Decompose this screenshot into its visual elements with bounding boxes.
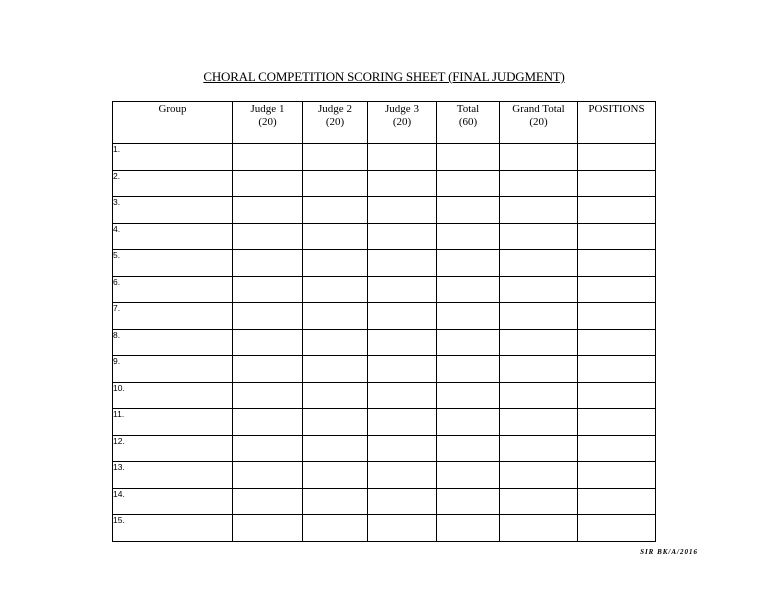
page-title: CHORAL COMPETITION SCORING SHEET (FINAL JUDGMENT) xyxy=(203,69,565,84)
group-cell[interactable]: 3. xyxy=(113,197,233,224)
judge-1-cell[interactable] xyxy=(233,488,303,515)
table-row xyxy=(113,462,656,489)
total-cell[interactable] xyxy=(437,356,500,383)
group-cell[interactable]: 1. xyxy=(113,144,233,171)
table-row xyxy=(113,170,656,197)
column-label: Judge 3 xyxy=(385,103,419,115)
position-cell[interactable] xyxy=(578,223,656,250)
judge-3-cell[interactable] xyxy=(368,170,437,197)
table-body xyxy=(113,144,656,542)
judge-2-cell[interactable] xyxy=(303,409,368,436)
grand-total-cell[interactable] xyxy=(500,303,578,330)
judge-2-cell[interactable] xyxy=(303,382,368,409)
position-cell[interactable] xyxy=(578,488,656,515)
total-cell[interactable] xyxy=(437,515,500,542)
judge-2-cell[interactable] xyxy=(303,250,368,277)
table-row xyxy=(113,329,656,356)
group-cell[interactable]: 8. xyxy=(113,329,233,356)
judge-1-cell[interactable] xyxy=(233,435,303,462)
judge-2-cell[interactable] xyxy=(303,462,368,489)
table-row xyxy=(113,223,656,250)
judge-1-cell[interactable] xyxy=(233,462,303,489)
position-cell[interactable] xyxy=(578,515,656,542)
table-row xyxy=(113,250,656,277)
position-cell[interactable] xyxy=(578,250,656,277)
total-cell[interactable] xyxy=(437,382,500,409)
judge-3-cell[interactable] xyxy=(368,144,437,171)
group-cell[interactable]: 5. xyxy=(113,250,233,277)
column-header-positions xyxy=(578,102,656,144)
table-row xyxy=(113,144,656,171)
judge-1-cell[interactable] xyxy=(233,223,303,250)
total-cell[interactable] xyxy=(437,303,500,330)
total-cell[interactable] xyxy=(437,435,500,462)
judge-1-cell[interactable] xyxy=(233,382,303,409)
group-cell[interactable]: 2. xyxy=(113,170,233,197)
judge-3-cell[interactable] xyxy=(368,223,437,250)
judge-2-cell[interactable] xyxy=(303,197,368,224)
column-max-score: (20) xyxy=(529,116,548,128)
total-cell[interactable] xyxy=(437,170,500,197)
judge-1-cell[interactable] xyxy=(233,303,303,330)
scoring-table xyxy=(112,101,656,542)
grand-total-cell[interactable] xyxy=(500,515,578,542)
grand-total-cell[interactable] xyxy=(500,409,578,436)
total-cell[interactable] xyxy=(437,409,500,436)
group-cell[interactable]: 10. xyxy=(113,382,233,409)
judge-1-cell[interactable] xyxy=(233,144,303,171)
position-cell[interactable] xyxy=(578,329,656,356)
group-cell[interactable]: 11. xyxy=(113,409,233,436)
judge-3-cell[interactable] xyxy=(368,197,437,224)
judge-3-cell[interactable] xyxy=(368,356,437,383)
grand-total-cell[interactable] xyxy=(500,435,578,462)
total-cell[interactable] xyxy=(437,250,500,277)
table-row xyxy=(113,382,656,409)
judge-1-cell[interactable] xyxy=(233,197,303,224)
total-cell[interactable] xyxy=(437,488,500,515)
judge-2-cell[interactable] xyxy=(303,356,368,383)
grand-total-cell[interactable] xyxy=(500,170,578,197)
judge-2-cell[interactable] xyxy=(303,435,368,462)
total-cell[interactable] xyxy=(437,329,500,356)
judge-3-cell[interactable] xyxy=(368,303,437,330)
grand-total-cell[interactable] xyxy=(500,197,578,224)
document-reference: SIR BK/A/2016 xyxy=(640,548,698,556)
table-row xyxy=(113,515,656,542)
judge-1-cell[interactable] xyxy=(233,250,303,277)
column-header-judge-3 xyxy=(368,102,437,144)
judge-1-cell[interactable] xyxy=(233,515,303,542)
column-max-score: (20) xyxy=(392,116,412,128)
grand-total-cell[interactable] xyxy=(500,382,578,409)
column-max-score: (20) xyxy=(325,116,345,128)
grand-total-cell[interactable] xyxy=(500,462,578,489)
judge-3-cell[interactable] xyxy=(368,462,437,489)
judge-3-cell[interactable] xyxy=(368,515,437,542)
column-max-score: (60) xyxy=(458,116,478,128)
group-cell[interactable]: 12. xyxy=(113,435,233,462)
judge-2-cell[interactable] xyxy=(303,144,368,171)
group-cell[interactable]: 6. xyxy=(113,276,233,303)
grand-total-cell[interactable] xyxy=(500,144,578,171)
position-cell[interactable] xyxy=(578,303,656,330)
total-cell[interactable] xyxy=(437,197,500,224)
table-row xyxy=(113,435,656,462)
group-cell[interactable]: 15. xyxy=(113,515,233,542)
grand-total-cell[interactable] xyxy=(500,356,578,383)
judge-2-cell[interactable] xyxy=(303,329,368,356)
total-cell[interactable] xyxy=(437,462,500,489)
judge-3-cell[interactable] xyxy=(368,276,437,303)
position-cell[interactable] xyxy=(578,462,656,489)
judge-3-cell[interactable] xyxy=(368,409,437,436)
judge-2-cell[interactable] xyxy=(303,488,368,515)
column-header-grand-total xyxy=(500,102,578,144)
group-cell[interactable]: 4. xyxy=(113,223,233,250)
judge-3-cell[interactable] xyxy=(368,329,437,356)
judge-2-cell[interactable] xyxy=(303,515,368,542)
judge-3-cell[interactable] xyxy=(368,488,437,515)
header-row xyxy=(113,102,656,144)
total-cell[interactable] xyxy=(437,144,500,171)
position-cell[interactable] xyxy=(578,435,656,462)
position-cell[interactable] xyxy=(578,409,656,436)
total-cell[interactable] xyxy=(437,276,500,303)
judge-2-cell[interactable] xyxy=(303,170,368,197)
judge-3-cell[interactable] xyxy=(368,250,437,277)
total-cell[interactable] xyxy=(437,223,500,250)
column-header-group xyxy=(113,102,233,144)
table-row xyxy=(113,356,656,383)
table-row xyxy=(113,197,656,224)
table-row xyxy=(113,276,656,303)
judge-1-cell[interactable] xyxy=(233,356,303,383)
group-cell[interactable]: 7. xyxy=(113,303,233,330)
judge-2-cell[interactable] xyxy=(303,223,368,250)
table-row xyxy=(113,488,656,515)
column-label: POSITIONS xyxy=(588,103,645,115)
table-row xyxy=(113,409,656,436)
judge-2-cell[interactable] xyxy=(303,276,368,303)
judge-1-cell[interactable] xyxy=(233,329,303,356)
column-label: Group xyxy=(158,103,187,115)
judge-2-cell[interactable] xyxy=(303,303,368,330)
grand-total-cell[interactable] xyxy=(500,329,578,356)
group-cell[interactable]: 9. xyxy=(113,356,233,383)
grand-total-cell[interactable] xyxy=(500,250,578,277)
position-cell[interactable] xyxy=(578,356,656,383)
column-label: Judge 1 xyxy=(250,103,285,115)
position-cell[interactable] xyxy=(578,170,656,197)
position-cell[interactable] xyxy=(578,197,656,224)
position-cell[interactable] xyxy=(578,144,656,171)
column-label: Judge 2 xyxy=(318,103,352,115)
group-cell[interactable]: 13. xyxy=(113,462,233,489)
judge-1-cell[interactable] xyxy=(233,170,303,197)
column-header-total xyxy=(437,102,500,144)
column-label: Total xyxy=(456,103,480,115)
grand-total-cell[interactable] xyxy=(500,223,578,250)
column-max-score: (20) xyxy=(258,116,277,128)
judge-1-cell[interactable] xyxy=(233,276,303,303)
position-cell[interactable] xyxy=(578,382,656,409)
judge-1-cell[interactable] xyxy=(233,409,303,436)
grand-total-cell[interactable] xyxy=(500,488,578,515)
grand-total-cell[interactable] xyxy=(500,276,578,303)
position-cell[interactable] xyxy=(578,276,656,303)
judge-3-cell[interactable] xyxy=(368,435,437,462)
column-header-judge-1 xyxy=(233,102,303,144)
column-header-judge-2 xyxy=(303,102,368,144)
judge-3-cell[interactable] xyxy=(368,382,437,409)
column-label: Grand Total xyxy=(512,103,565,115)
table-row xyxy=(113,303,656,330)
group-cell[interactable]: 14. xyxy=(113,488,233,515)
